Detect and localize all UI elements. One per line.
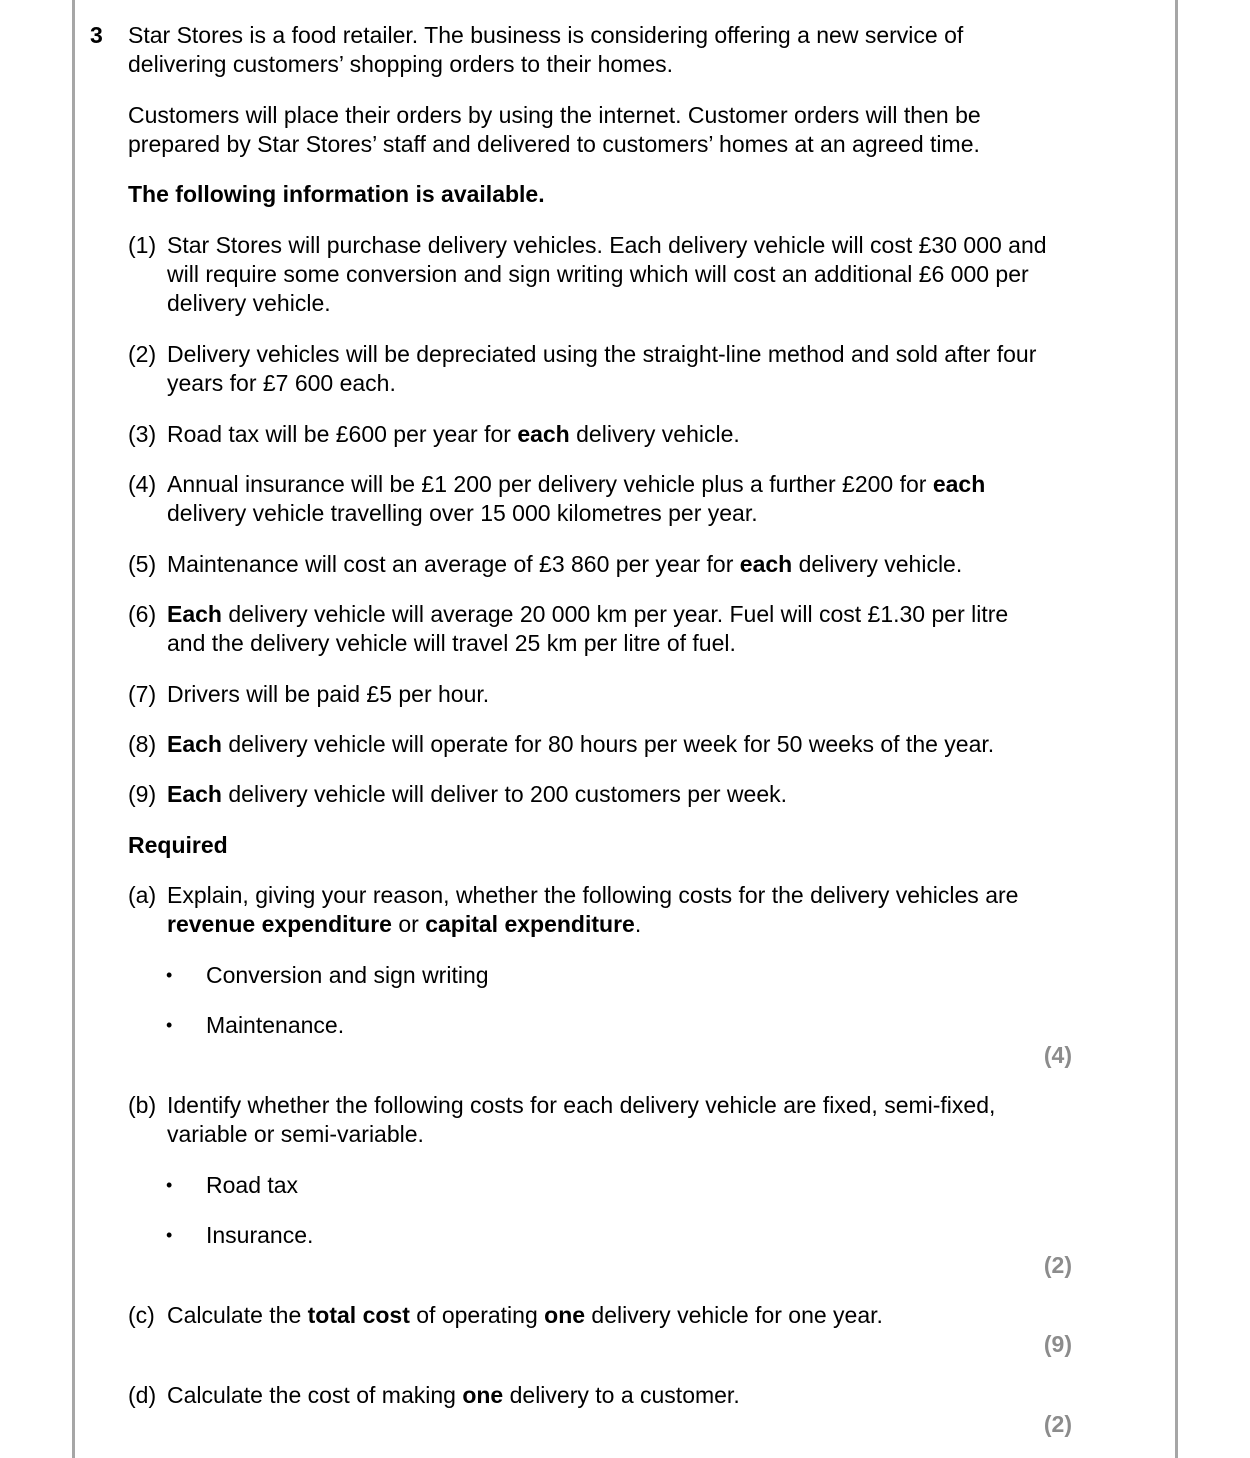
bullet-text: Road tax (206, 1172, 299, 1198)
text-run: Road tax will be £600 per year for (167, 421, 518, 447)
info-item (128, 730, 1048, 759)
text-run: Annual insurance will be £1 200 per delivery vehicle plus a further £200 for (167, 471, 933, 497)
text-run: Identify whether the following costs for each delivery vehicle are fixed, semi-fixed, variable or semi-variable. (167, 1092, 996, 1147)
text-run: Drivers will be paid £5 per hour. (167, 681, 490, 707)
info-item-number: (9) (128, 781, 157, 807)
text-run: Calculate the (167, 1302, 308, 1328)
part-text (167, 881, 1048, 939)
info-item-number: (3) (128, 421, 157, 447)
text-run: delivery vehicle. (569, 421, 740, 447)
text-run: delivery vehicle travelling over 15 000 kilometres per year. (167, 500, 758, 526)
part-label: (a) (128, 882, 157, 908)
info-item-text (167, 550, 1048, 579)
part-label: (d) (128, 1382, 157, 1408)
info-item-text (167, 730, 1048, 759)
part-text (167, 1301, 1048, 1330)
info-item (128, 600, 1048, 658)
info-item-number: (8) (128, 731, 157, 757)
bullet-text: Insurance. (206, 1222, 314, 1248)
bullet-symbol: • (166, 965, 173, 985)
emphasis-text: capital expenditure (425, 911, 635, 937)
info-heading: The following information is available. (128, 181, 545, 207)
marks-label: (2) (1043, 1252, 1072, 1278)
question-number: 3 (90, 22, 103, 48)
part-text (167, 1381, 1048, 1410)
text-run: delivery vehicle. (792, 551, 963, 577)
marks-label: (2) (1043, 1411, 1072, 1437)
left-margin-rule (72, 0, 75, 1458)
text-run: of operating (409, 1302, 545, 1328)
text-run: Delivery vehicles will be depreciated using the straight-line method and sold after four years for £7 600 each. (167, 341, 1037, 396)
bullet-text: Conversion and sign writing (206, 962, 489, 988)
info-item-number: (4) (128, 471, 157, 497)
marks-label: (9) (1043, 1331, 1072, 1357)
info-item-number: (7) (128, 681, 157, 707)
emphasis-text: Each (167, 601, 222, 627)
emphasis-text: each (739, 551, 793, 577)
question-part-a (128, 881, 1048, 939)
intro-paragraph-2: Customers will place their orders by using the internet. Customer orders will then be prepared by Star Stores’ staff and delivered to customers’ homes at an agreed time. (128, 102, 981, 157)
info-item (128, 550, 1048, 579)
required-heading: Required (128, 832, 228, 858)
bullet-symbol: • (166, 1175, 173, 1195)
bullet-symbol: • (166, 1225, 173, 1245)
info-item-text (167, 231, 1048, 318)
text-run: Explain, giving your reason, whether the following costs for the delivery vehicles are (167, 882, 1019, 908)
text-run: Calculate the cost of making (167, 1382, 463, 1408)
emphasis-text: each (517, 421, 570, 447)
text-run: delivery to a customer. (503, 1382, 740, 1408)
question-part-c (128, 1301, 1048, 1330)
text-run: delivery vehicle for one year. (585, 1302, 883, 1328)
emphasis-text: total cost (307, 1302, 410, 1328)
emphasis-text: Each (167, 781, 222, 807)
emphasis-text: one (544, 1302, 586, 1328)
question-part-b (128, 1091, 1048, 1149)
info-item-text (167, 470, 1048, 528)
emphasis-text: Each (167, 731, 222, 757)
text-run: . (634, 911, 642, 937)
intro-paragraph-1: Star Stores is a food retailer. The business is considering offering a new service of delivering customers’ shopping orders to their homes. (128, 22, 964, 77)
info-item (128, 680, 1048, 709)
info-item-text (167, 600, 1048, 658)
right-margin-rule (1175, 0, 1178, 1458)
text-run: delivery vehicle will deliver to 200 customers per week. (221, 781, 788, 807)
text-run: delivery vehicle will average 20 000 km per year. Fuel will cost £1.30 per litre and the delivery vehicle will travel 25 km per litre of fuel. (167, 601, 1009, 656)
question-part-d (128, 1381, 1048, 1410)
text-run: or (391, 911, 426, 937)
info-item (128, 470, 1048, 528)
emphasis-text: revenue expenditure (167, 911, 392, 937)
emphasis-text: each (932, 471, 986, 497)
info-item (128, 340, 1048, 398)
part-label: (c) (128, 1302, 155, 1328)
text-run: Star Stores will purchase delivery vehicles. Each delivery vehicle will cost £30 000 and will require some conversion and sign writing which will cost an additional £6 000 per delivery vehicle. (167, 232, 1047, 316)
marks-label: (4) (1043, 1042, 1072, 1068)
text-run: delivery vehicle will operate for 80 hours per week for 50 weeks of the year. (221, 731, 995, 757)
emphasis-text: one (462, 1382, 504, 1408)
info-item-number: (5) (128, 551, 157, 577)
info-item (128, 420, 1048, 449)
info-item-number: (2) (128, 341, 157, 367)
bullet-symbol: • (166, 1015, 173, 1035)
info-item-number: (6) (128, 601, 157, 627)
text-run: Maintenance will cost an average of £3 860 per year for (167, 551, 740, 577)
info-item-text (167, 680, 1048, 709)
part-text (167, 1091, 1048, 1149)
info-item-text (167, 780, 1048, 809)
info-item (128, 780, 1048, 809)
info-item-text (167, 340, 1048, 398)
bullet-text: Maintenance. (206, 1012, 345, 1038)
info-item-number: (1) (128, 232, 157, 258)
part-label: (b) (128, 1092, 157, 1118)
info-item-text (167, 420, 1048, 449)
info-item (128, 231, 1048, 318)
